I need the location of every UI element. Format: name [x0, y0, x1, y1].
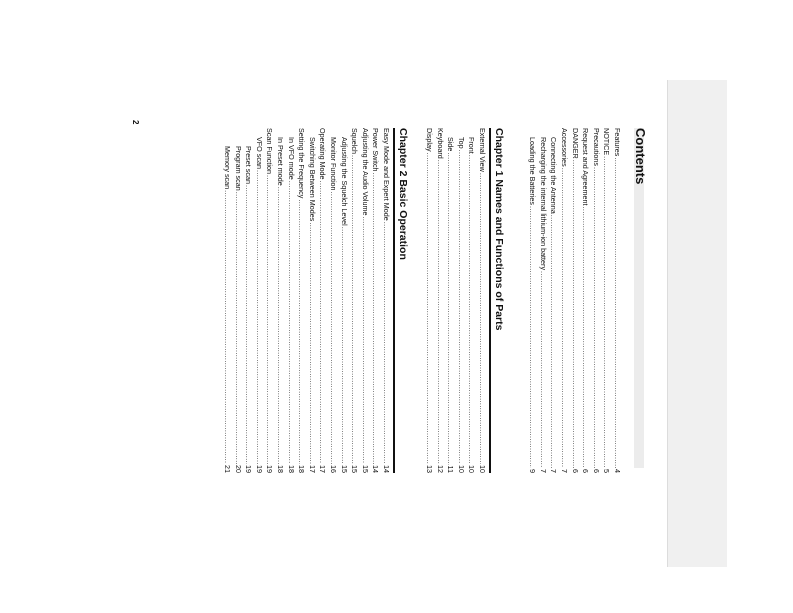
toc-entry-label: Easy Mode and Expert Mode — [382, 128, 391, 221]
toc-entry[interactable] — [317, 128, 328, 473]
toc-entry-label: Recharging the internal lithium-ion battery — [538, 137, 548, 271]
dot-leader — [580, 207, 591, 468]
toc-entry-label: In VFO mode — [286, 137, 296, 180]
toc-entry-page: 7 — [560, 469, 570, 473]
toc-entry[interactable] — [548, 128, 559, 473]
toc-entry-page: 15 — [350, 465, 360, 473]
toc-entry-label: Preset scan — [244, 146, 254, 184]
dot-leader — [455, 150, 466, 464]
dot-leader — [232, 192, 243, 464]
toc-entry-page: 13 — [425, 465, 435, 473]
toc-entry-page: 19 — [244, 465, 254, 473]
toc-entry-page: 10 — [456, 465, 466, 473]
chapter1-section — [423, 128, 505, 473]
toc-entry-label: Adjusting the Audio Volume — [360, 128, 370, 216]
chapter1-heading: Chapter 1 Names and Functions of Parts — [493, 128, 505, 331]
toc-entry-page: 7 — [549, 469, 559, 473]
dot-leader — [569, 160, 580, 468]
toc-entry-label: Top — [456, 137, 466, 149]
toc-entry-page: 19 — [254, 465, 264, 473]
toc-entry-page: 18 — [297, 465, 307, 473]
dot-leader — [548, 215, 559, 468]
toc-entry-label: Features — [613, 128, 622, 157]
toc-entry-label: Squelch — [350, 128, 360, 154]
toc-entry-label: Accessories — [560, 128, 570, 167]
dot-leader — [285, 181, 296, 464]
toc-entry[interactable] — [370, 128, 381, 473]
toc-entry-page: 14 — [371, 465, 381, 473]
toc-entry-page: 18 — [286, 465, 296, 473]
dot-leader — [476, 173, 487, 464]
toc-entry[interactable] — [232, 128, 243, 473]
toc-entry-page: 12 — [435, 465, 445, 473]
toc-entry-label: Request and Agreement — [581, 128, 591, 206]
toc-entry-label: External View — [478, 128, 487, 172]
toc-entry-page: 14 — [382, 465, 391, 473]
toc-entry[interactable] — [445, 128, 456, 473]
toc-entry[interactable] — [434, 128, 445, 473]
toc-entry-label: Program scan — [233, 146, 243, 191]
toc-entry-label: Operating Mode — [318, 128, 328, 180]
toc-entry-page: 11 — [446, 465, 456, 473]
toc-entry-page: 15 — [339, 465, 349, 473]
toc-entry-page: 9 — [528, 469, 538, 473]
chapter2-rule — [393, 128, 395, 473]
toc-entry-page: 21 — [223, 465, 233, 473]
chapter1-list — [423, 128, 487, 473]
dot-leader — [601, 156, 612, 468]
toc-entry-label: Side — [446, 137, 456, 152]
toc-entry[interactable] — [380, 128, 391, 473]
dot-leader — [423, 153, 434, 464]
contents-title: Contents — [633, 128, 648, 185]
chapter1-rule — [489, 128, 491, 473]
toc-entry-label: Setting the Frequency — [297, 128, 307, 199]
dot-leader — [370, 173, 381, 464]
toc-entry-label: Display — [425, 128, 435, 152]
dot-leader — [253, 170, 264, 464]
dot-leader — [434, 160, 445, 464]
toc-entry[interactable] — [274, 128, 285, 473]
chapter2-heading: Chapter 2 Basic Operation — [397, 128, 409, 260]
toc-entry-label: DANGER — [570, 128, 580, 159]
toc-entry[interactable] — [296, 128, 307, 473]
toc-entry-page: 17 — [318, 465, 328, 473]
dot-leader — [445, 152, 456, 464]
toc-entry-label: Memory scan — [223, 146, 233, 190]
toc-entry-page: 10 — [478, 465, 487, 473]
toc-entry-label: Power Switch — [371, 128, 381, 172]
toc-entry-label: Loading the Batteries — [528, 137, 538, 205]
dot-leader — [527, 206, 538, 468]
dot-leader — [349, 155, 360, 464]
toc-entry[interactable] — [558, 128, 569, 473]
toc-entry-label: Scan Function — [265, 128, 275, 174]
toc-entry-label: NOTICE — [602, 128, 612, 156]
dot-leader — [338, 227, 349, 464]
toc-entry[interactable] — [327, 128, 338, 473]
toc-entry[interactable] — [264, 128, 275, 473]
toc-entry[interactable] — [466, 128, 477, 473]
toc-entry[interactable] — [285, 128, 296, 473]
dot-leader — [243, 185, 254, 464]
toc-entry[interactable] — [306, 128, 317, 473]
toc-entry[interactable] — [537, 128, 548, 473]
toc-entry-page: 10 — [467, 465, 477, 473]
toc-entry[interactable] — [611, 128, 622, 473]
toc-entry-label: In Preset mode — [276, 137, 286, 186]
toc-entry-page: 19 — [265, 465, 275, 473]
toc-entry-page: 18 — [276, 465, 286, 473]
toc-entry[interactable] — [455, 128, 466, 473]
toc-entry-label: Adjusting the Squelch Level — [339, 137, 349, 226]
toc-entry[interactable] — [527, 128, 538, 473]
toc-entry-label: Switching Between Modes — [307, 137, 317, 222]
toc-entry[interactable] — [590, 128, 601, 473]
toc-entry-page: 6 — [581, 469, 591, 473]
toc-entry-label: Precautions — [591, 128, 601, 166]
toc-entry[interactable] — [253, 128, 264, 473]
chapter2-section — [222, 128, 410, 473]
toc-entry[interactable] — [580, 128, 591, 473]
right-gray-strip — [667, 80, 727, 567]
toc-entry-page: 20 — [233, 465, 243, 473]
front-matter-list — [527, 128, 622, 473]
dot-leader — [380, 222, 391, 464]
dot-leader — [558, 168, 569, 468]
toc-entry-page: 17 — [307, 465, 317, 473]
toc-entry-label: Front — [467, 137, 477, 154]
dot-leader — [296, 199, 307, 464]
toc-entry-page: 16 — [329, 465, 339, 473]
toc-entry[interactable] — [222, 128, 233, 473]
toc-entry-page: 6 — [591, 469, 601, 473]
dot-leader — [611, 157, 622, 468]
toc-entry[interactable] — [569, 128, 580, 473]
toc-entry-page: 15 — [360, 465, 370, 473]
toc-entry-label: VFO scan — [254, 137, 264, 169]
dot-leader — [222, 190, 233, 464]
dot-leader — [317, 181, 328, 464]
toc-entry[interactable] — [243, 128, 254, 473]
toc-entry-label: Connecting the Antenna — [549, 137, 559, 214]
toc-entry[interactable] — [349, 128, 360, 473]
table-of-contents — [118, 128, 648, 488]
toc-entry-page: 7 — [538, 469, 548, 473]
toc-entry[interactable] — [476, 128, 487, 473]
dot-leader — [537, 271, 548, 468]
toc-entry-page: 5 — [602, 469, 612, 473]
dot-leader — [327, 192, 338, 464]
toc-entry-page: 4 — [613, 469, 622, 473]
dot-leader — [466, 155, 477, 464]
toc-entry-label: Monitor Function — [329, 137, 339, 191]
dot-leader — [590, 167, 601, 468]
toc-entry[interactable] — [338, 128, 349, 473]
page-number: 2 — [131, 120, 140, 125]
dot-leader — [306, 222, 317, 464]
toc-entry[interactable] — [423, 128, 434, 473]
dot-leader — [274, 187, 285, 464]
dot-leader — [359, 217, 370, 464]
toc-entry[interactable] — [601, 128, 612, 473]
toc-entry[interactable] — [359, 128, 370, 473]
toc-entry-label: Keyboard — [435, 128, 445, 159]
dot-leader — [264, 175, 275, 464]
chapter2-list — [222, 128, 392, 473]
toc-entry-page: 6 — [570, 469, 580, 473]
